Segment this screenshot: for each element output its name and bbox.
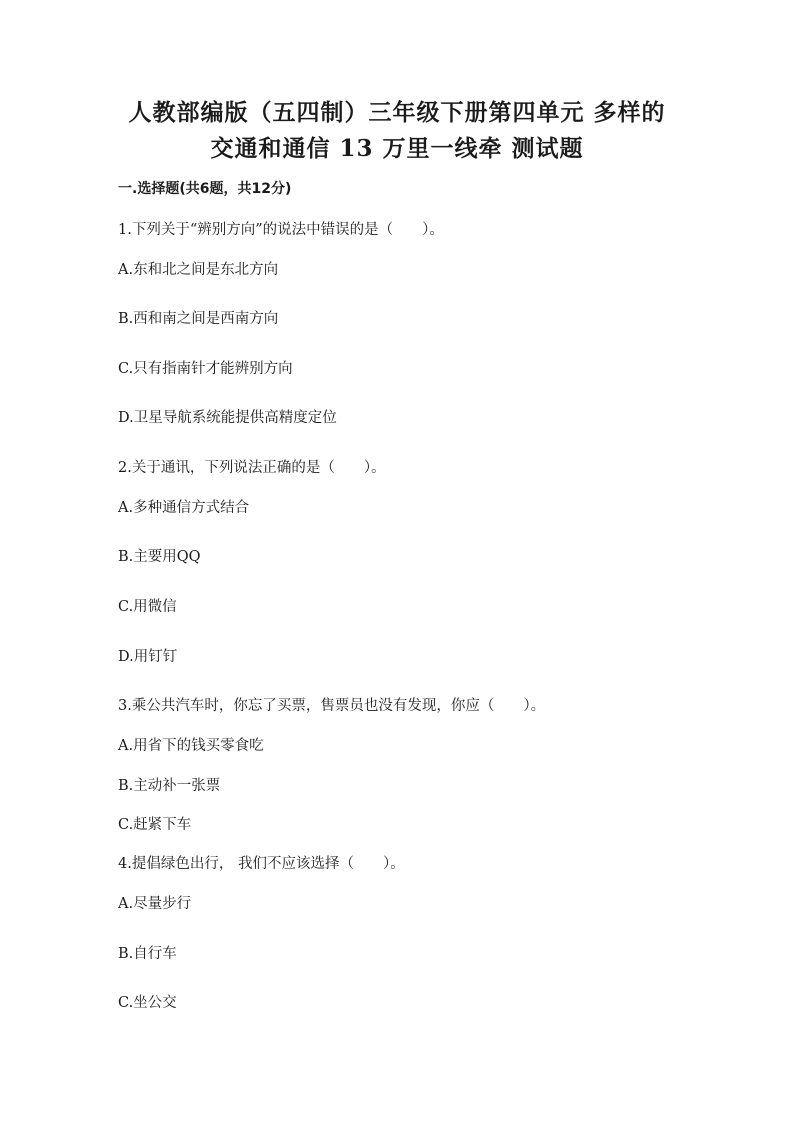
question-4-option-b: B.自行车 [118, 946, 177, 962]
question-2-option-c: C.用微信 [118, 599, 177, 615]
question-3-option-a: A.用省下的钱买零食吃 [118, 738, 264, 754]
document-title-line-1: 人教部编版（五四制）三年级下册第四单元 多样的 [128, 99, 666, 126]
question-1-option-d: D.卫星导航系统能提供高精度定位 [118, 410, 337, 426]
question-4-option-c: C.坐公交 [118, 995, 177, 1011]
question-2-option-b: B.主要用QQ [118, 549, 201, 565]
question-2-option-a: A.多种通信方式结合 [118, 500, 250, 516]
question-2-option-d: D.用钉钉 [118, 649, 178, 665]
question-4-stem: 4.提倡绿色出行， 我们不应该选择（ ）。 [118, 856, 405, 872]
question-2-stem: 2.关于通讯，下列说法正确的是（ ）。 [118, 460, 386, 476]
question-1-option-a: A.东和北之间是东北方向 [118, 262, 279, 278]
question-1-option-c: C.只有指南针才能辨别方向 [118, 361, 293, 377]
question-4-option-a: A.尽量步行 [118, 896, 192, 912]
question-3-option-b: B.主动补一张票 [118, 778, 221, 794]
question-3-option-c: C.赶紧下车 [118, 817, 192, 833]
section-heading: 一.选择题(共6题，共12分) [118, 181, 292, 197]
question-3-stem: 3.乘公共汽车时，你忘了买票，售票员也没有发现，你应（ ）。 [118, 698, 546, 714]
question-1-stem: 1.下列关于“辨别方向”的说法中错误的是（ ）。 [118, 222, 444, 238]
document-title-line-2: 交通和通信 13 万里一线牵 测试题 [210, 135, 584, 162]
question-1-option-b: B.西和南之间是西南方向 [118, 311, 279, 327]
